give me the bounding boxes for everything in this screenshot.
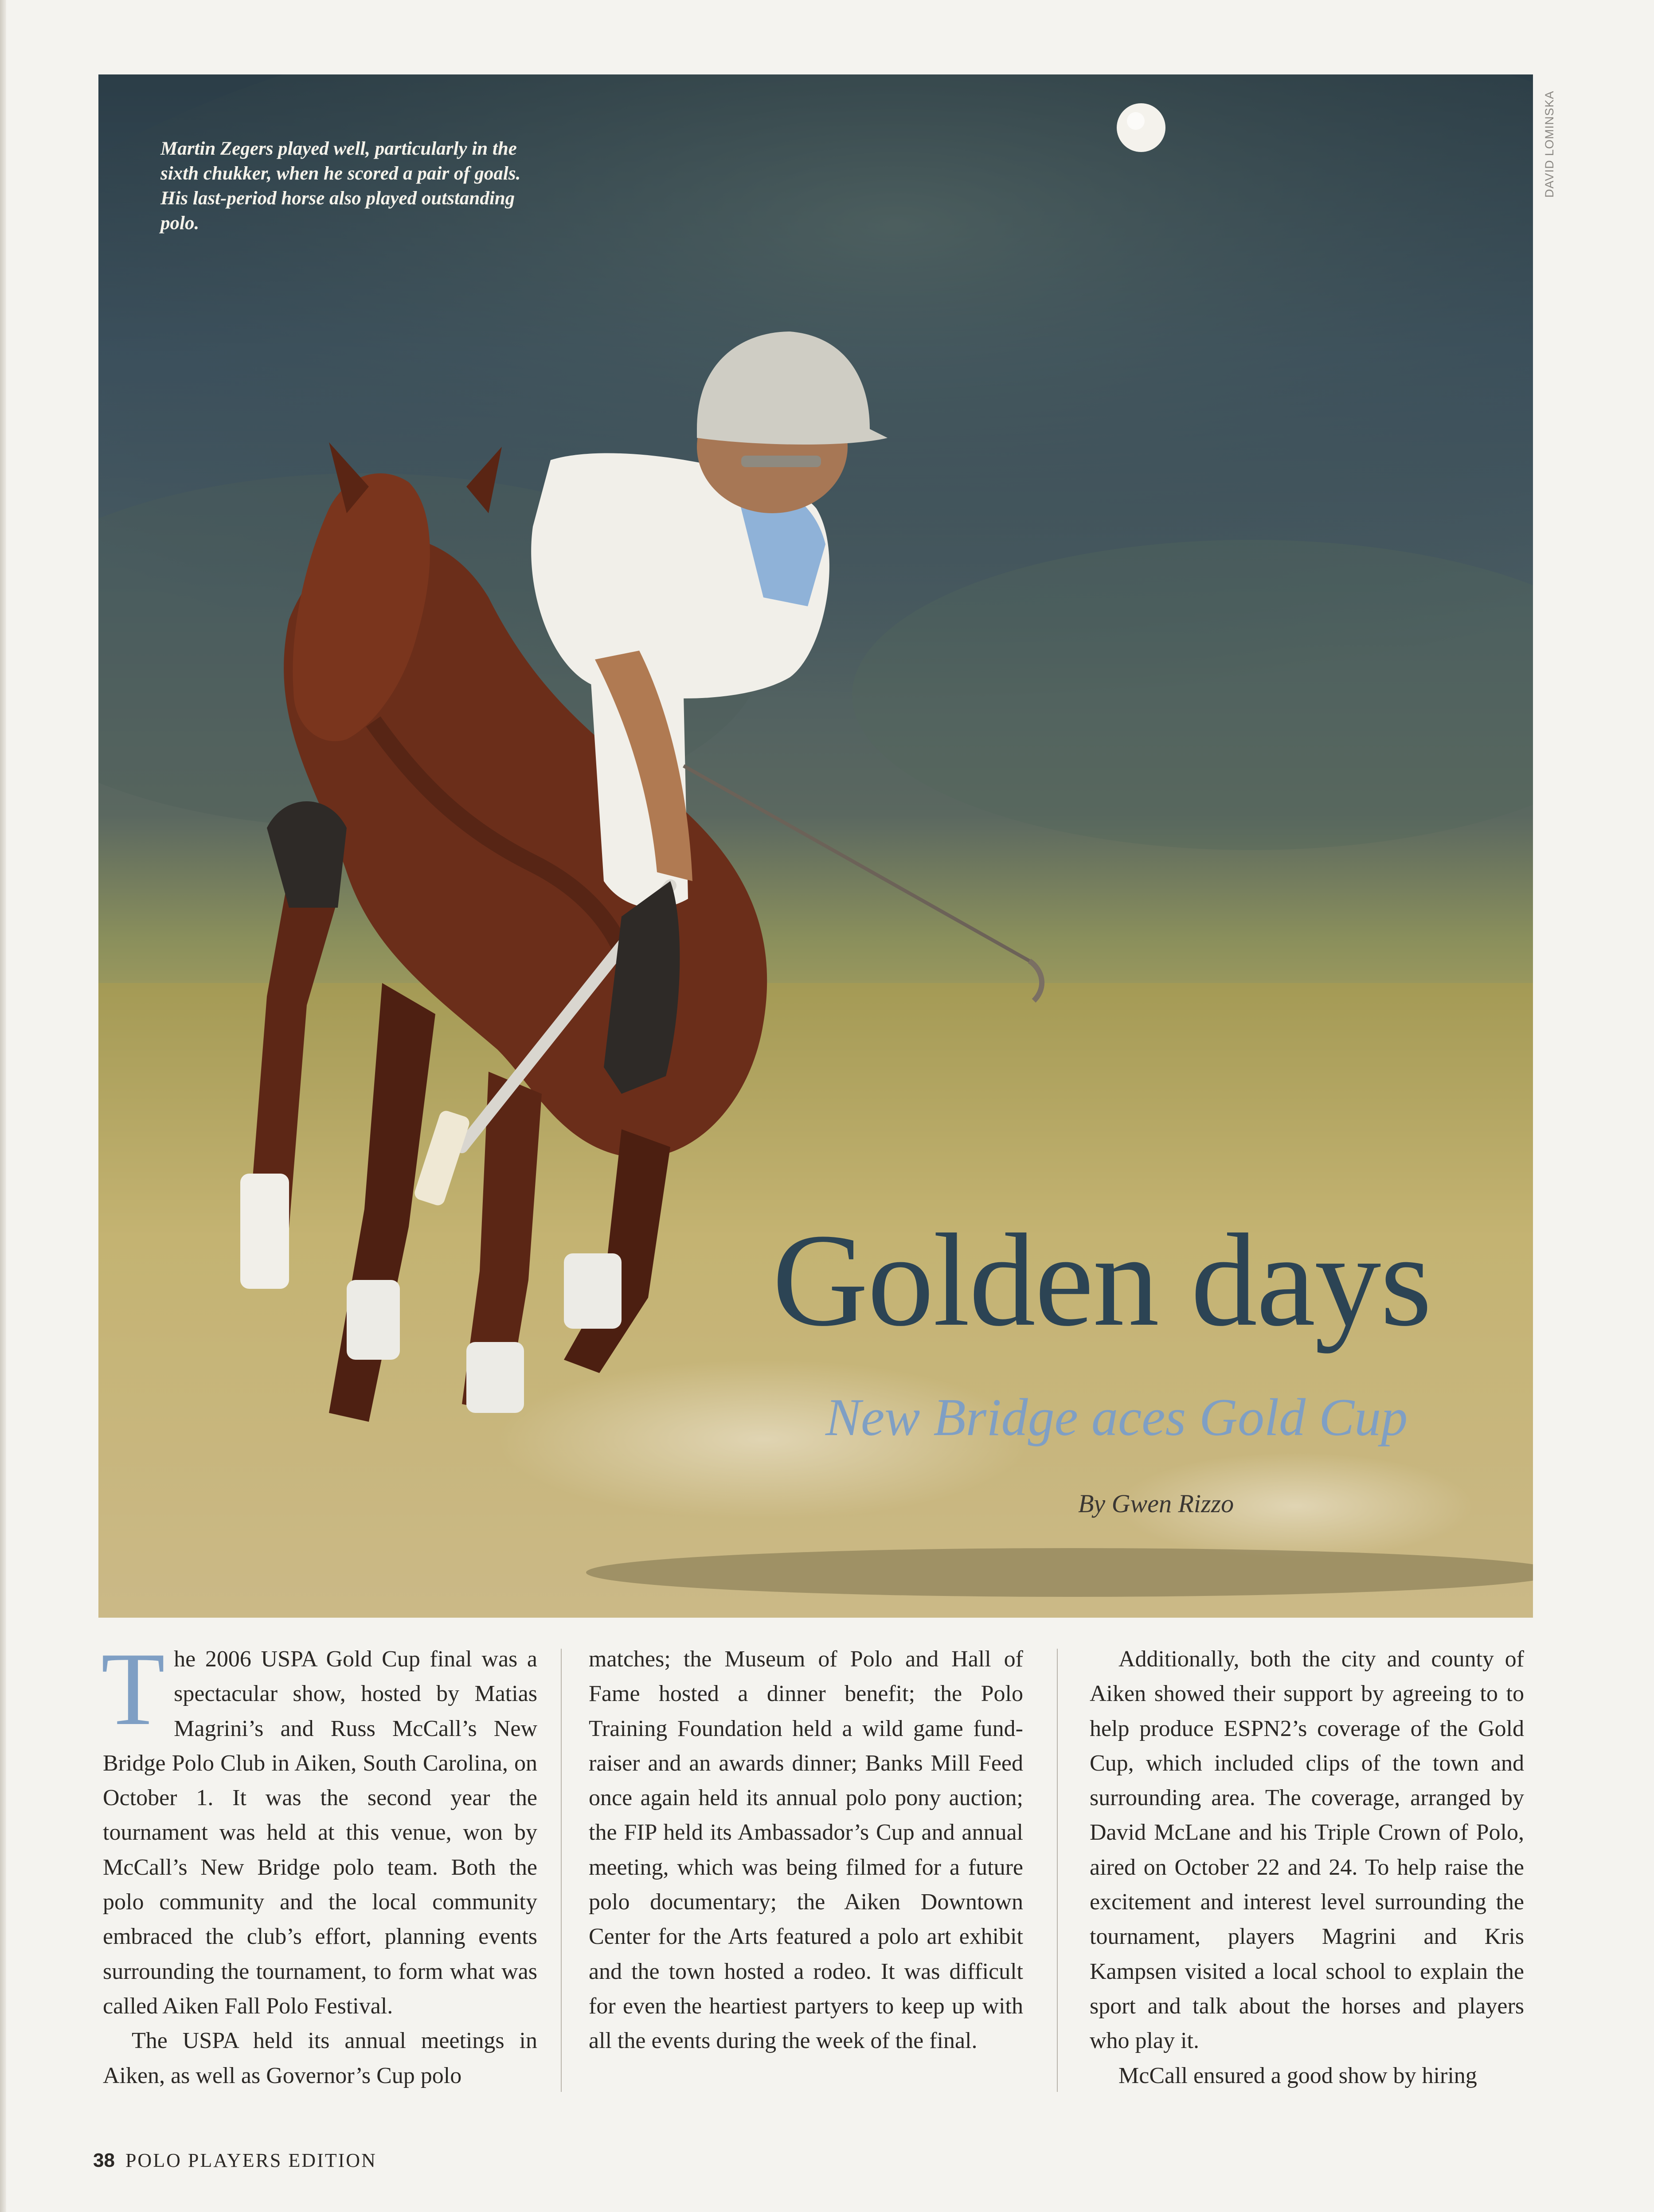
hero-photo — [98, 74, 1533, 1618]
article-paragraph: McCall ensured a good show by hiring — [1118, 2063, 1477, 2088]
article-column-1 — [101, 1631, 537, 2093]
page-number: 38 — [93, 2150, 115, 2171]
photo-credit: DAVID LOMINSKA — [1543, 90, 1556, 198]
photo-caption: Martin Zegers played well, particularly in the sixth chukker, when he scored a pair of goals. His last-period horse also played outstanding polo. — [160, 138, 521, 234]
article-paragraph: matches; the Museum of Polo and Hall of Fame hosted a dinner benefit; the Polo Training Foundation held a wild game fund-raiser and an awards dinner; Banks Mill Feed once again held its annual polo pony auction; the FIP held its Ambassador’s Cup and annual meeting, which was being filmed for a future polo documentary; the Aiken Downtown Center for the Arts featured a polo art exhibit and the town hosted a rodeo. It was difficult for even the heartiest partyers to keep up with all the events during the week of the final. — [589, 1646, 1023, 2054]
column-divider — [1057, 1649, 1058, 2092]
paragraph-text: he 2006 USPA Gold Cup final was a spectacular show, hosted by Matias Magrini’s and Russ McCall’s New Bridge Polo Club in Aiken, South Carolina, on October 1. It was the second year the tournament was held at this venue, won by McCall’s New Bridge polo team. Both the polo community and the local community embraced the club’s effort, planning events surrounding the tournament, to form what was called Aiken Fall Polo Festival. — [103, 1646, 537, 2019]
article-paragraph: The USPA held its annual meetings in Aiken, as well as Governor’s Cup polo — [103, 2028, 537, 2088]
article-column-2 — [589, 1642, 1023, 2059]
article-column-3 — [1090, 1642, 1524, 2093]
magazine-name: POLO PLAYERS EDITION — [125, 2150, 377, 2171]
binding-edge — [0, 0, 6, 2212]
article-byline: By Gwen Rizzo — [1078, 1489, 1234, 1518]
article-paragraph: Additionally, both the city and county of Aiken showed their support by agreeing to to help produce ESPN2’s coverage of the Gold Cup, which included clips of the town and surrounding area. The coverage, arranged by David McLane and his Triple Crown of Polo, aired on October 22 and 24. To help raise the excitement and interest level surrounding the tournament, players Magrini and Kris Kampsen visited a local school to explain the sport and talk about the horses and players who play it. — [1090, 1646, 1524, 2054]
article-paragraph — [101, 1631, 537, 2024]
article-subhead: New Bridge aces Gold Cup — [825, 1388, 1408, 1447]
page-folio — [93, 2149, 377, 2173]
article-headline: Golden days — [772, 1206, 1431, 1354]
column-divider — [561, 1649, 562, 2092]
drop-cap: T — [101, 1631, 165, 1747]
